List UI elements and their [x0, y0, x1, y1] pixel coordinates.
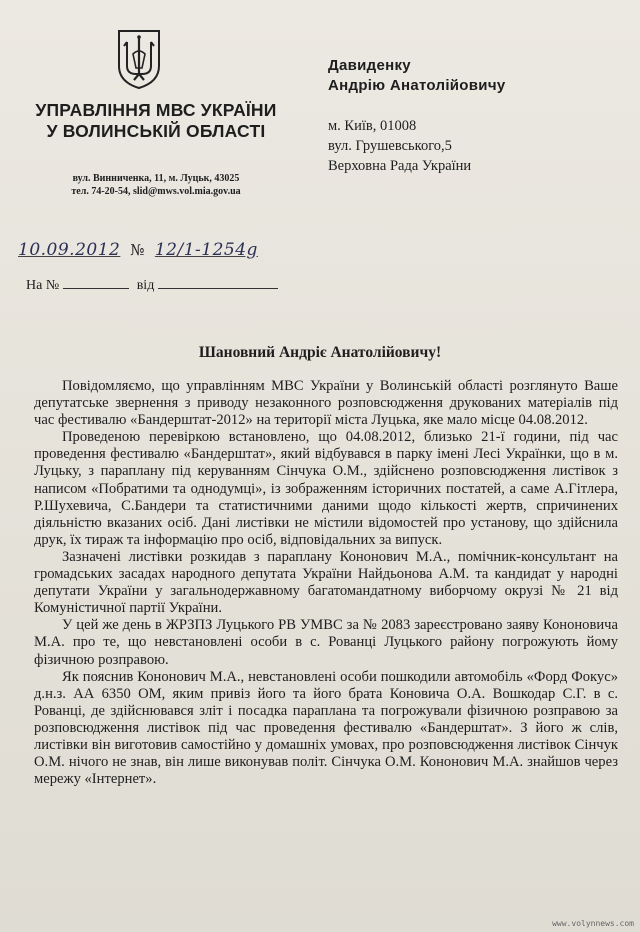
reference-line — [26, 276, 282, 294]
body-paragraph-3: Зазначені листівки розкидав з параплану Кононович М.А., помічник-консультант на громадських засадах народного депутата України Найдьонова А.М. та кандидат у народні депутати України у загальнодержавному багатомандатному виборчому окрузі № 21 від Комуністичної партії України. — [34, 548, 618, 617]
trident-coat-of-arms-icon — [116, 28, 162, 90]
outgoing-number: 12/1-1254g — [154, 240, 258, 260]
reference-number-label: На № — [26, 278, 60, 293]
watermark: www.volynnews.com — [552, 919, 634, 928]
outgoing-date: 10.09.2012 — [18, 240, 121, 260]
recipient-block — [328, 56, 505, 176]
address-line-2: тел. 74-20-54, slid@mws.vol.mia.gov.ua — [71, 186, 241, 197]
org-line-1: УПРАВЛІННЯ МВС УКРАЇНИ — [35, 100, 277, 120]
recipient-surname: Давиденку — [328, 57, 411, 74]
body-paragraph-2: Проведеною перевіркою встановлено, що 04.08.2012, близько 21-ї години, під час проведення фестивалю «Бандерштат», який відбувався в парку імені Лесі Українки, що в м. Луцьку, з параплану під керуванням Сінчука О.М., здійснено розповсюдження листівок з написом «Побратими та однодумці», із зображенням історичних постатей, а саме А.Гітлера, Р.Шухевича, С.Бандери та статистичними даними щодо кількості жертв, спричинених діяльністю вказаних осіб. Дані листівки не містили відомостей про установу, що здійснила друк, їх тираж та інформацію про осіб, відповідальних за випуск. — [34, 429, 618, 548]
recipient-institution: Верховна Рада України — [328, 158, 472, 174]
body-paragraph-1: Повідомляємо, що управлінням МВС України у Волинській області розглянуто Ваше депутатське звернення з приводу незаконного розповсюдження друкованих матеріалів під час фестивалю «Бандерштат-2012» на території міста Луцька, яке мало місце 04.08.2012. — [34, 378, 618, 429]
number-sign: № — [130, 241, 145, 259]
salutation: Шановний Андріє Анатолійовичу! — [198, 344, 442, 361]
recipient-city: м. Київ, 01008 — [328, 118, 417, 134]
address-line-1: вул. Винниченка, 11, м. Луцьк, 43025 — [72, 173, 240, 184]
letter-body — [34, 378, 618, 788]
recipient-given-names: Андрію Анатолійовичу — [328, 77, 506, 94]
org-line-2: У ВОЛИНСЬКІЙ ОБЛАСТІ — [46, 121, 266, 141]
organization-name — [22, 100, 290, 142]
outgoing-date-number — [18, 240, 258, 260]
body-paragraph-5: Як пояснив Кононович М.А., невстановлені особи пошкодили автомобіль «Форд Фокус» д.н.з. АА 6350 ОМ, яким привіз його та його брата Коновича О.А. Вошкодар С.Г. в с. Рованці, де здійснювався зліт і посадка параплана та погрожували фізичною розправою за розповсюдження листівок під час проведення фестивалю «Бандерштат». З його ж слів, листівки він виготовив самостійно у домашніх умовах, про розповсюдження листівок Сінчук О.М. нічого не знав, він лише виконував політ. Сінчука О.М. Кононович М.А. знайшов через мережу «Інтернет». — [34, 668, 618, 788]
organization-address — [22, 172, 290, 198]
reference-date-label: від — [136, 278, 155, 293]
body-paragraph-4: У цей же день в ЖРЗПЗ Луцького РВ УМВС за № 2083 зареєстровано заяву Кононовича М.А. про те, що невстановлені особи в с. Рованці Луцького району погрожують йому фізичною розправою. — [34, 617, 618, 668]
recipient-street: вул. Грушевського,5 — [328, 138, 452, 154]
